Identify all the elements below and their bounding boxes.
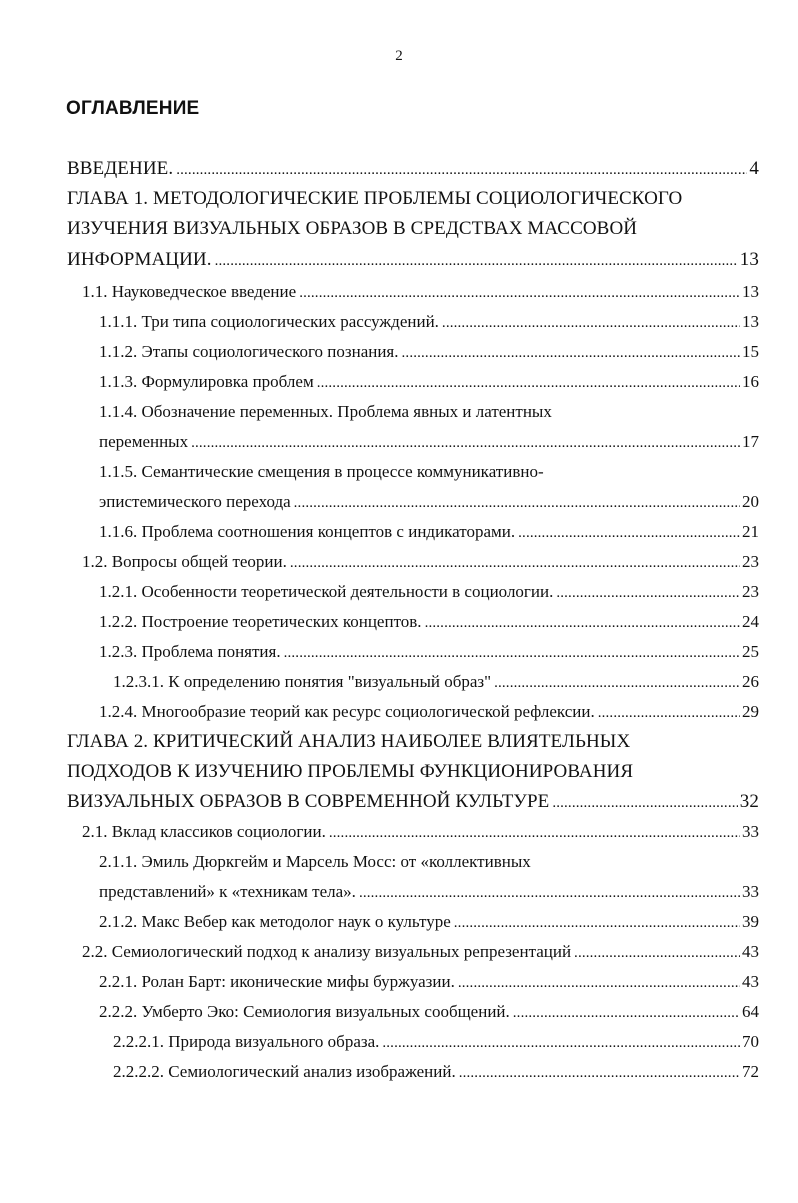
toc-entry-page: 20 <box>742 492 759 511</box>
toc-entry-page: 17 <box>742 432 759 451</box>
dot-leader <box>518 517 740 547</box>
toc-entry-1-1-4-line-1[interactable]: 1.1.4. Обозначение переменных. Проблема явных и латентных <box>99 402 552 421</box>
toc-chapter-1-line-2[interactable]: ИЗУЧЕНИЯ ВИЗУАЛЬНЫХ ОБРАЗОВ В СРЕДСТВАХ МАССОВОЙ <box>67 218 638 239</box>
toc-entry-page: 25 <box>742 642 759 661</box>
dot-leader <box>284 637 740 667</box>
dot-leader <box>359 877 740 907</box>
toc-entry-1-1[interactable] <box>82 277 759 307</box>
dot-leader <box>294 487 740 517</box>
dot-leader <box>290 547 740 577</box>
toc-entry-title: 1.2.1. Особенности теоретической деятельности в социологии. <box>99 582 554 601</box>
toc-entry-title: 2.1.2. Макс Вебер как методолог наук о культуре <box>99 912 451 931</box>
toc-entry-title: переменных <box>99 432 189 451</box>
dot-leader <box>382 1027 740 1057</box>
toc-entry-title: 2.2.2.2. Семиологический анализ изображений. <box>113 1062 456 1081</box>
toc-entry-title: ИНФОРМАЦИИ. <box>67 249 212 270</box>
toc-entry-title: 1.1.1. Три типа социологических рассуждений. <box>99 312 439 331</box>
toc-chapter-1-line-1[interactable]: ГЛАВА 1. МЕТОДОЛОГИЧЕСКИЕ ПРОБЛЕМЫ СОЦИОЛОГИЧЕСКОГО <box>67 188 683 209</box>
toc-entry-title: 1.2.3. Проблема понятия. <box>99 642 281 661</box>
toc-chapter-2[interactable] <box>67 787 759 817</box>
toc-entry-page: 33 <box>742 822 759 841</box>
toc-entry-page: 23 <box>742 582 759 601</box>
toc-entry-2-1-1-line-1[interactable]: 2.1.1. Эмиль Дюркгейм и Марсель Мосс: от «коллективных <box>99 852 531 871</box>
toc-entry-title: 1.1.3. Формулировка проблем <box>99 372 314 391</box>
toc-entry-page: 13 <box>742 312 759 331</box>
page-number: 2 <box>395 48 403 64</box>
toc-entry-page: 29 <box>742 702 759 721</box>
toc-entry-page: 64 <box>742 1002 759 1021</box>
toc-entry-2-2-2[interactable] <box>99 997 759 1027</box>
toc-entry-2-1[interactable] <box>82 817 759 847</box>
toc-entry-1-1-3[interactable] <box>99 367 759 397</box>
page-title: ОГЛАВЛЕНИЕ <box>66 98 200 119</box>
toc-entry-title: эпистемического перехода <box>99 492 291 511</box>
toc-entry-page: 13 <box>742 282 759 301</box>
toc-chapter-2-line-2[interactable]: ПОДХОДОВ К ИЗУЧЕНИЮ ПРОБЛЕМЫ ФУНКЦИОНИРОВАНИЯ <box>67 761 634 782</box>
toc-entry-title: представлений» к «техникам тела». <box>99 882 356 901</box>
toc-entry-page: 26 <box>742 672 759 691</box>
toc-entry-page: 15 <box>742 342 759 361</box>
toc-entry-page: 39 <box>742 912 759 931</box>
toc-entry-page: 70 <box>742 1032 759 1051</box>
toc-entry-page: 24 <box>742 612 759 631</box>
toc-entry-2-2-1[interactable] <box>99 967 759 997</box>
toc-entry-1-1-5[interactable] <box>99 487 759 517</box>
toc-entry-1-2-3[interactable] <box>99 637 759 667</box>
dot-leader <box>329 817 740 847</box>
toc-entry-1-2-3-1[interactable] <box>113 667 759 697</box>
toc-entry-page: 72 <box>742 1062 759 1081</box>
toc-entry-1-1-1[interactable] <box>99 307 759 337</box>
toc-chapter-1[interactable] <box>67 245 759 275</box>
toc-entry-2-2[interactable] <box>82 937 759 967</box>
dot-leader <box>442 307 740 337</box>
dot-leader <box>454 907 740 937</box>
toc-entry-1-1-6[interactable] <box>99 517 759 547</box>
toc-entry-2-2-2-2[interactable] <box>113 1057 759 1087</box>
toc-entry-page: 23 <box>742 552 759 571</box>
toc-entry-intro[interactable] <box>67 154 759 184</box>
toc-entry-1-2-1[interactable] <box>99 577 759 607</box>
dot-leader <box>598 697 740 727</box>
toc-entry-title: 2.2.2. Умберто Эко: Семиология визуальных сообщений. <box>99 1002 510 1021</box>
toc-entry-2-1-1[interactable] <box>99 877 759 907</box>
toc-entry-page: 13 <box>739 249 759 270</box>
dot-leader <box>552 787 737 817</box>
dot-leader <box>459 1057 740 1087</box>
toc-entry-page: 16 <box>742 372 759 391</box>
dot-leader <box>574 937 740 967</box>
dot-leader <box>299 277 740 307</box>
toc-entry-title: 1.1. Науковедческое введение <box>82 282 297 301</box>
toc-entry-title: 1.2.4. Многообразие теорий как ресурс социологической рефлексии. <box>99 702 595 721</box>
toc-entry-title: 2.2.1. Ролан Барт: иконические мифы буржуазии. <box>99 972 455 991</box>
toc-entry-1-2-2[interactable] <box>99 607 759 637</box>
dot-leader <box>317 367 740 397</box>
dot-leader <box>556 577 740 607</box>
toc-entry-1-1-4[interactable] <box>99 427 759 457</box>
toc-entry-2-2-2-1[interactable] <box>113 1027 759 1057</box>
toc-chapter-2-line-1[interactable]: ГЛАВА 2. КРИТИЧЕСКИЙ АНАЛИЗ НАИБОЛЕЕ ВЛИЯТЕЛЬНЫХ <box>67 731 631 752</box>
toc-entry-title: 2.1. Вклад классиков социологии. <box>82 822 326 841</box>
dot-leader <box>402 337 740 367</box>
toc-entry-title: ВИЗУАЛЬНЫХ ОБРАЗОВ В СОВРЕМЕННОЙ КУЛЬТУРЕ <box>67 791 550 812</box>
toc-entry-title: 1.2.2. Построение теоретических концептов. <box>99 612 422 631</box>
toc-entry-page: 43 <box>742 972 759 991</box>
toc-entry-title: 1.2. Вопросы общей теории. <box>82 552 287 571</box>
toc-entry-page: 4 <box>749 158 759 179</box>
toc-entry-title: 1.1.2. Этапы социологического познания. <box>99 342 399 361</box>
toc-entry-page: 33 <box>742 882 759 901</box>
toc-entry-title: 1.1.6. Проблема соотношения концептов с индикаторами. <box>99 522 516 541</box>
dot-leader <box>191 427 740 457</box>
dot-leader <box>494 667 740 697</box>
toc-entry-1-2[interactable] <box>82 547 759 577</box>
toc-entry-1-2-4[interactable] <box>99 697 759 727</box>
toc-entry-title: 2.2. Семиологический подход к анализу визуальных репрезентаций <box>82 942 572 961</box>
dot-leader <box>458 967 740 997</box>
toc-entry-page: 32 <box>739 791 759 812</box>
toc-entry-1-1-5-line-1[interactable]: 1.1.5. Семантические смещения в процессе коммуникативно- <box>99 462 544 481</box>
toc-entry-2-1-2[interactable] <box>99 907 759 937</box>
toc-entry-1-1-2[interactable] <box>99 337 759 367</box>
toc-entry-title: 2.2.2.1. Природа визуального образа. <box>113 1032 380 1051</box>
dot-leader <box>425 607 740 637</box>
dot-leader <box>176 154 747 184</box>
toc-entry-title: ВВЕДЕНИЕ. <box>67 158 174 179</box>
toc-entry-title: 1.2.3.1. К определению понятия "визуальный образ" <box>113 672 492 691</box>
toc-entry-page: 43 <box>742 942 759 961</box>
dot-leader <box>513 997 740 1027</box>
toc-entry-page: 21 <box>742 522 759 541</box>
dot-leader <box>215 245 738 275</box>
